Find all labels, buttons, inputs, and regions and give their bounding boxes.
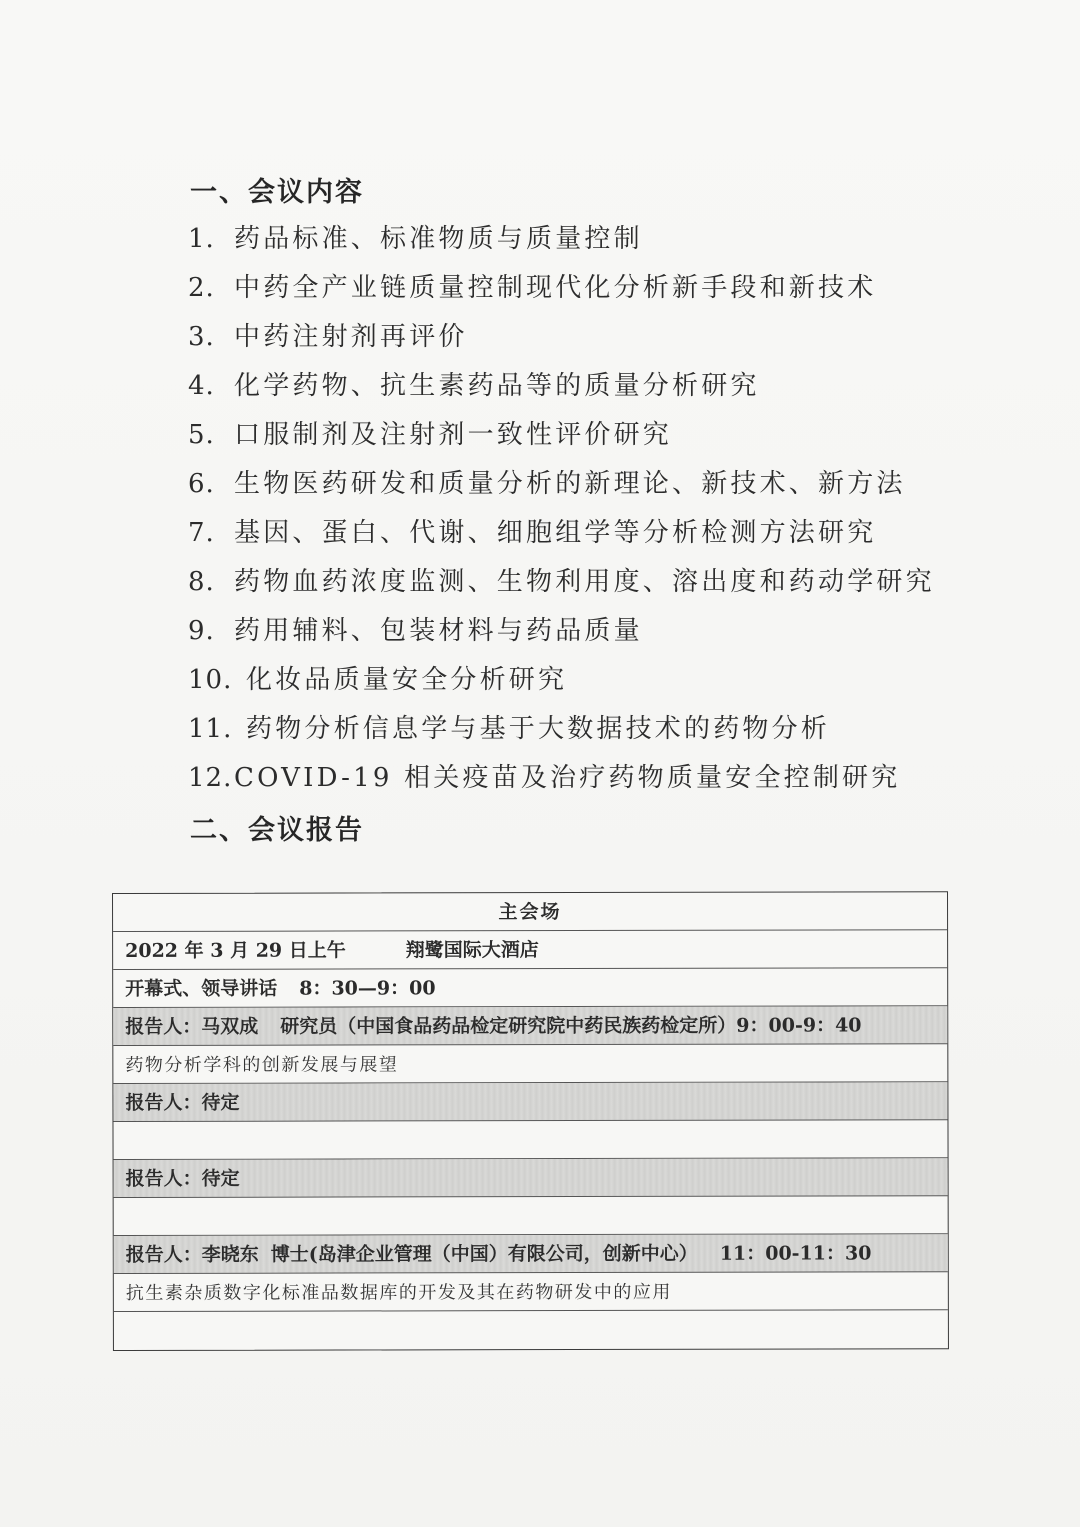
item-text: 药品标准、标准物质与质量控制 (234, 224, 643, 254)
table-row-speaker (113, 1006, 947, 1046)
item-text: 口服制剂及注射剂一致性评价研究 (234, 420, 673, 450)
table-row-topic (113, 1120, 947, 1160)
item-number: 1. (188, 224, 215, 254)
item-text: 药物分析信息学与基于大数据技术的药物分析 (246, 714, 831, 744)
item-text: 化学药物、抗生素药品等的质量分析研究 (234, 371, 760, 401)
table-row-topic (113, 1044, 947, 1084)
table-row-topic (114, 1272, 948, 1312)
list-item (188, 661, 988, 710)
item-number: 8. (188, 567, 215, 597)
report-topic: 抗生素杂质数字化标准品数据库的开发及其在药物研发中的应用 (125, 1281, 672, 1304)
item-number: 12. (188, 763, 233, 793)
speaker-name: 报告人：待定 (125, 1091, 240, 1114)
opening-time: 8：30—9：00 (299, 977, 436, 1000)
item-number: 6. (188, 469, 215, 499)
item-text: 中药注射剂再评价 (234, 322, 468, 352)
speaker-time: 11：00-11：30 (719, 1242, 872, 1265)
table-row-speaker (113, 1082, 947, 1122)
list-item (188, 710, 988, 759)
item-number: 7. (188, 518, 215, 548)
list-item (188, 612, 988, 661)
speaker-name: 报告人：李晓东 (125, 1243, 259, 1266)
opening-label: 开幕式、领导讲话 (125, 977, 278, 1000)
item-text: COVID-19 相关疫苗及治疗药物质量安全控制研究 (234, 763, 901, 793)
list-item (188, 563, 988, 612)
section-heading-meeting-reports: 二、会议报告 (190, 815, 364, 846)
list-item (188, 416, 988, 465)
list-item (188, 269, 988, 318)
list-item (188, 220, 988, 269)
table-row-topic (114, 1196, 948, 1236)
speaker-name: 报告人：马双成 (125, 1015, 259, 1038)
item-number: 10. (188, 665, 233, 695)
report-topic: 药物分析学科的创新发展与展望 (125, 1054, 399, 1076)
item-number: 11. (188, 714, 233, 744)
item-text: 生物医药研发和质量分析的新理论、新技术、新方法 (234, 469, 906, 499)
list-item (188, 367, 988, 416)
date-text: 2022 年 3 月 29 日上午 (125, 939, 346, 962)
item-number: 5. (188, 420, 215, 450)
table-row-empty (114, 1310, 948, 1350)
topic-list (188, 220, 988, 808)
item-text: 中药全产业链质量控制现代化分析新手段和新技术 (234, 273, 877, 303)
list-item (188, 318, 988, 367)
item-text: 药用辅料、包装材料与药品质量 (234, 616, 643, 646)
table-row-opening (113, 968, 947, 1008)
venue-text: 翔鹭国际大酒店 (405, 939, 539, 962)
item-number: 9. (188, 616, 215, 646)
speaker-role: 博士(岛津企业管理（中国）有限公司，创新中心） (270, 1242, 698, 1266)
item-number: 3. (188, 322, 215, 352)
table-row-speaker (114, 1234, 948, 1274)
schedule-table (112, 891, 949, 1351)
speaker-name: 报告人：待定 (125, 1167, 240, 1190)
table-title: 主会场 (113, 892, 947, 932)
table-row-speaker (114, 1158, 948, 1198)
section-heading-meeting-content: 一、会议内容 (190, 177, 364, 208)
item-text: 化妆品质量安全分析研究 (246, 665, 568, 695)
item-number: 4. (188, 371, 215, 401)
list-item (188, 465, 988, 514)
list-item (188, 514, 988, 563)
item-text: 基因、蛋白、代谢、细胞组学等分析检测方法研究 (234, 518, 877, 548)
speaker-role: 研究员（中国食品药品检定研究院中药民族药检定所）9：00-9：40 (280, 1014, 862, 1038)
item-number: 2. (188, 273, 215, 303)
list-item (188, 759, 988, 808)
table-row-date-venue (113, 930, 947, 970)
item-text: 药物血药浓度监测、生物利用度、溶出度和药动学研究 (234, 567, 935, 597)
